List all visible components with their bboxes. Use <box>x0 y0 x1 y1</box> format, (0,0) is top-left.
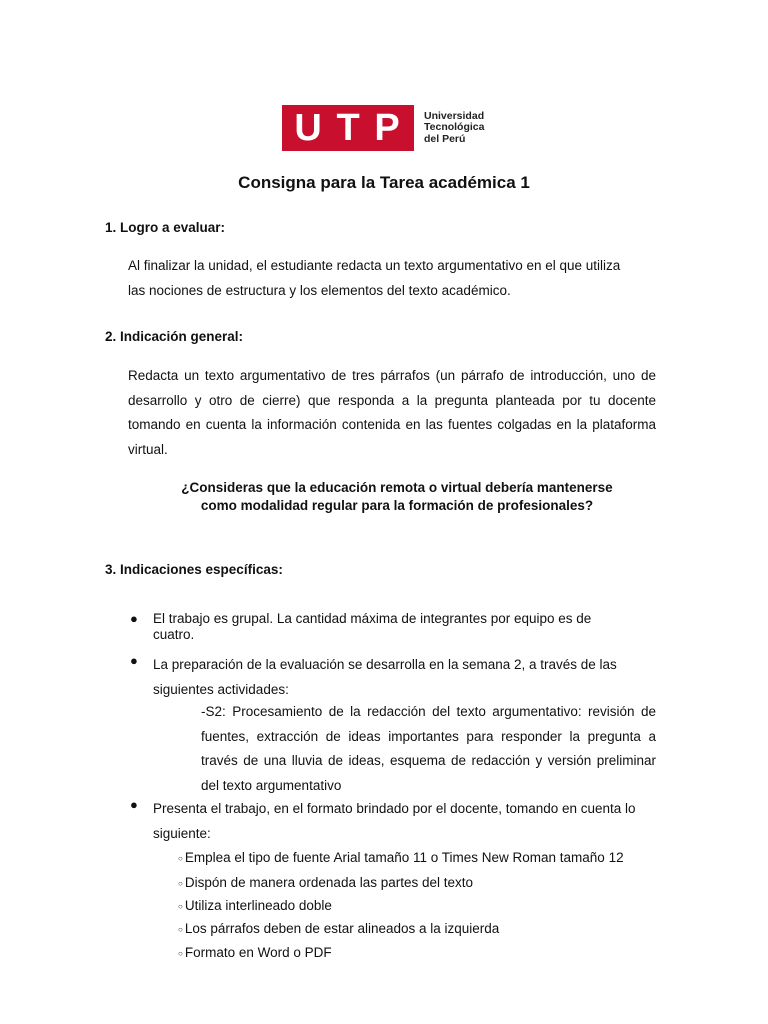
sub-item-text: Emplea el tipo de fuente Arial tamaño 11 o Times New Roman tamaño 12 <box>184 850 624 865</box>
logro-line: Al finalizar la unidad, el estudiante redacta un texto argumentativo en el que utiliza <box>128 258 621 273</box>
logo-name-line: Universidad <box>424 109 485 122</box>
section-heading-especificas: 3. Indicaciones específicas: <box>105 562 283 577</box>
sub-list-item <box>178 945 332 960</box>
circle-bullet-icon: ○ <box>178 853 183 863</box>
utp-logo <box>282 105 484 151</box>
sub-list-item <box>178 875 473 890</box>
logo-university-name <box>424 111 484 146</box>
sub-list-item <box>178 898 332 913</box>
logo-letter-t: T <box>336 107 362 149</box>
logro-text <box>128 254 620 303</box>
bullet-icon: ● <box>130 797 138 812</box>
bullet-icon: ● <box>130 653 138 668</box>
guiding-question <box>150 479 644 514</box>
document-title: Consigna para la Tarea académica 1 <box>238 173 530 192</box>
utp-logo-block <box>282 105 414 151</box>
sub-item-text: Formato en Word o PDF <box>184 945 332 960</box>
sub-list-item <box>178 921 499 936</box>
logo-letter-p: P <box>374 107 402 149</box>
circle-bullet-icon: ○ <box>178 878 183 888</box>
question-line: como modalidad regular para la formación de profesionales? <box>200 497 594 513</box>
logo-name-line: del Perú <box>424 132 466 145</box>
logo-letter-u: U <box>294 107 324 149</box>
sub-item-text: Dispón de manera ordenada las partes del texto <box>184 875 474 890</box>
bullet-text: Presenta el trabajo, en el formato brindado por el docente, tomando en cuenta lo siguiente: <box>153 801 636 841</box>
logro-line: las nociones de estructura y los elementos del texto académico. <box>128 282 511 298</box>
bullet-text: La preparación de la evaluación se desarrolla en la semana 2, a través de las siguientes actividades: <box>153 657 617 697</box>
question-line: ¿Consideras que la educación remota o virtual debería mantenerse <box>181 480 613 495</box>
section-heading-general: 2. Indicación general: <box>105 329 244 344</box>
bullet-text: El trabajo es grupal. La cantidad máxima de integrantes por equipo es de cuatro. <box>153 611 592 642</box>
sub-list-item <box>178 850 624 865</box>
circle-bullet-icon: ○ <box>178 924 183 934</box>
circle-bullet-icon: ○ <box>178 901 183 911</box>
logo-name-line: Tecnológica <box>424 121 485 134</box>
section-heading-logro: 1. Logro a evaluar: <box>105 220 226 235</box>
activity-description: -S2: Procesamiento de la redacción del texto argumentativo: revisión de fuentes, extracción de ideas importantes para responder la pregunta a través de una lluvia de ideas, esquema de redacción y versión preliminar del texto argumentativo <box>201 704 656 793</box>
sub-item-text: Los párrafos deben de estar alineados a la izquierda <box>184 921 500 936</box>
bullet-icon: ● <box>130 611 138 626</box>
sub-item-text: Utiliza interlineado doble <box>184 898 332 913</box>
general-paragraph: Redacta un texto argumentativo de tres párrafos (un párrafo de introducción, uno de desarrollo y otro de cierre) que responda a la pregunta planteada por tu docente tomando en cuenta la información contenida en las fuentes colgadas en la plataforma virtual. <box>128 368 656 457</box>
circle-bullet-icon: ○ <box>178 948 183 958</box>
